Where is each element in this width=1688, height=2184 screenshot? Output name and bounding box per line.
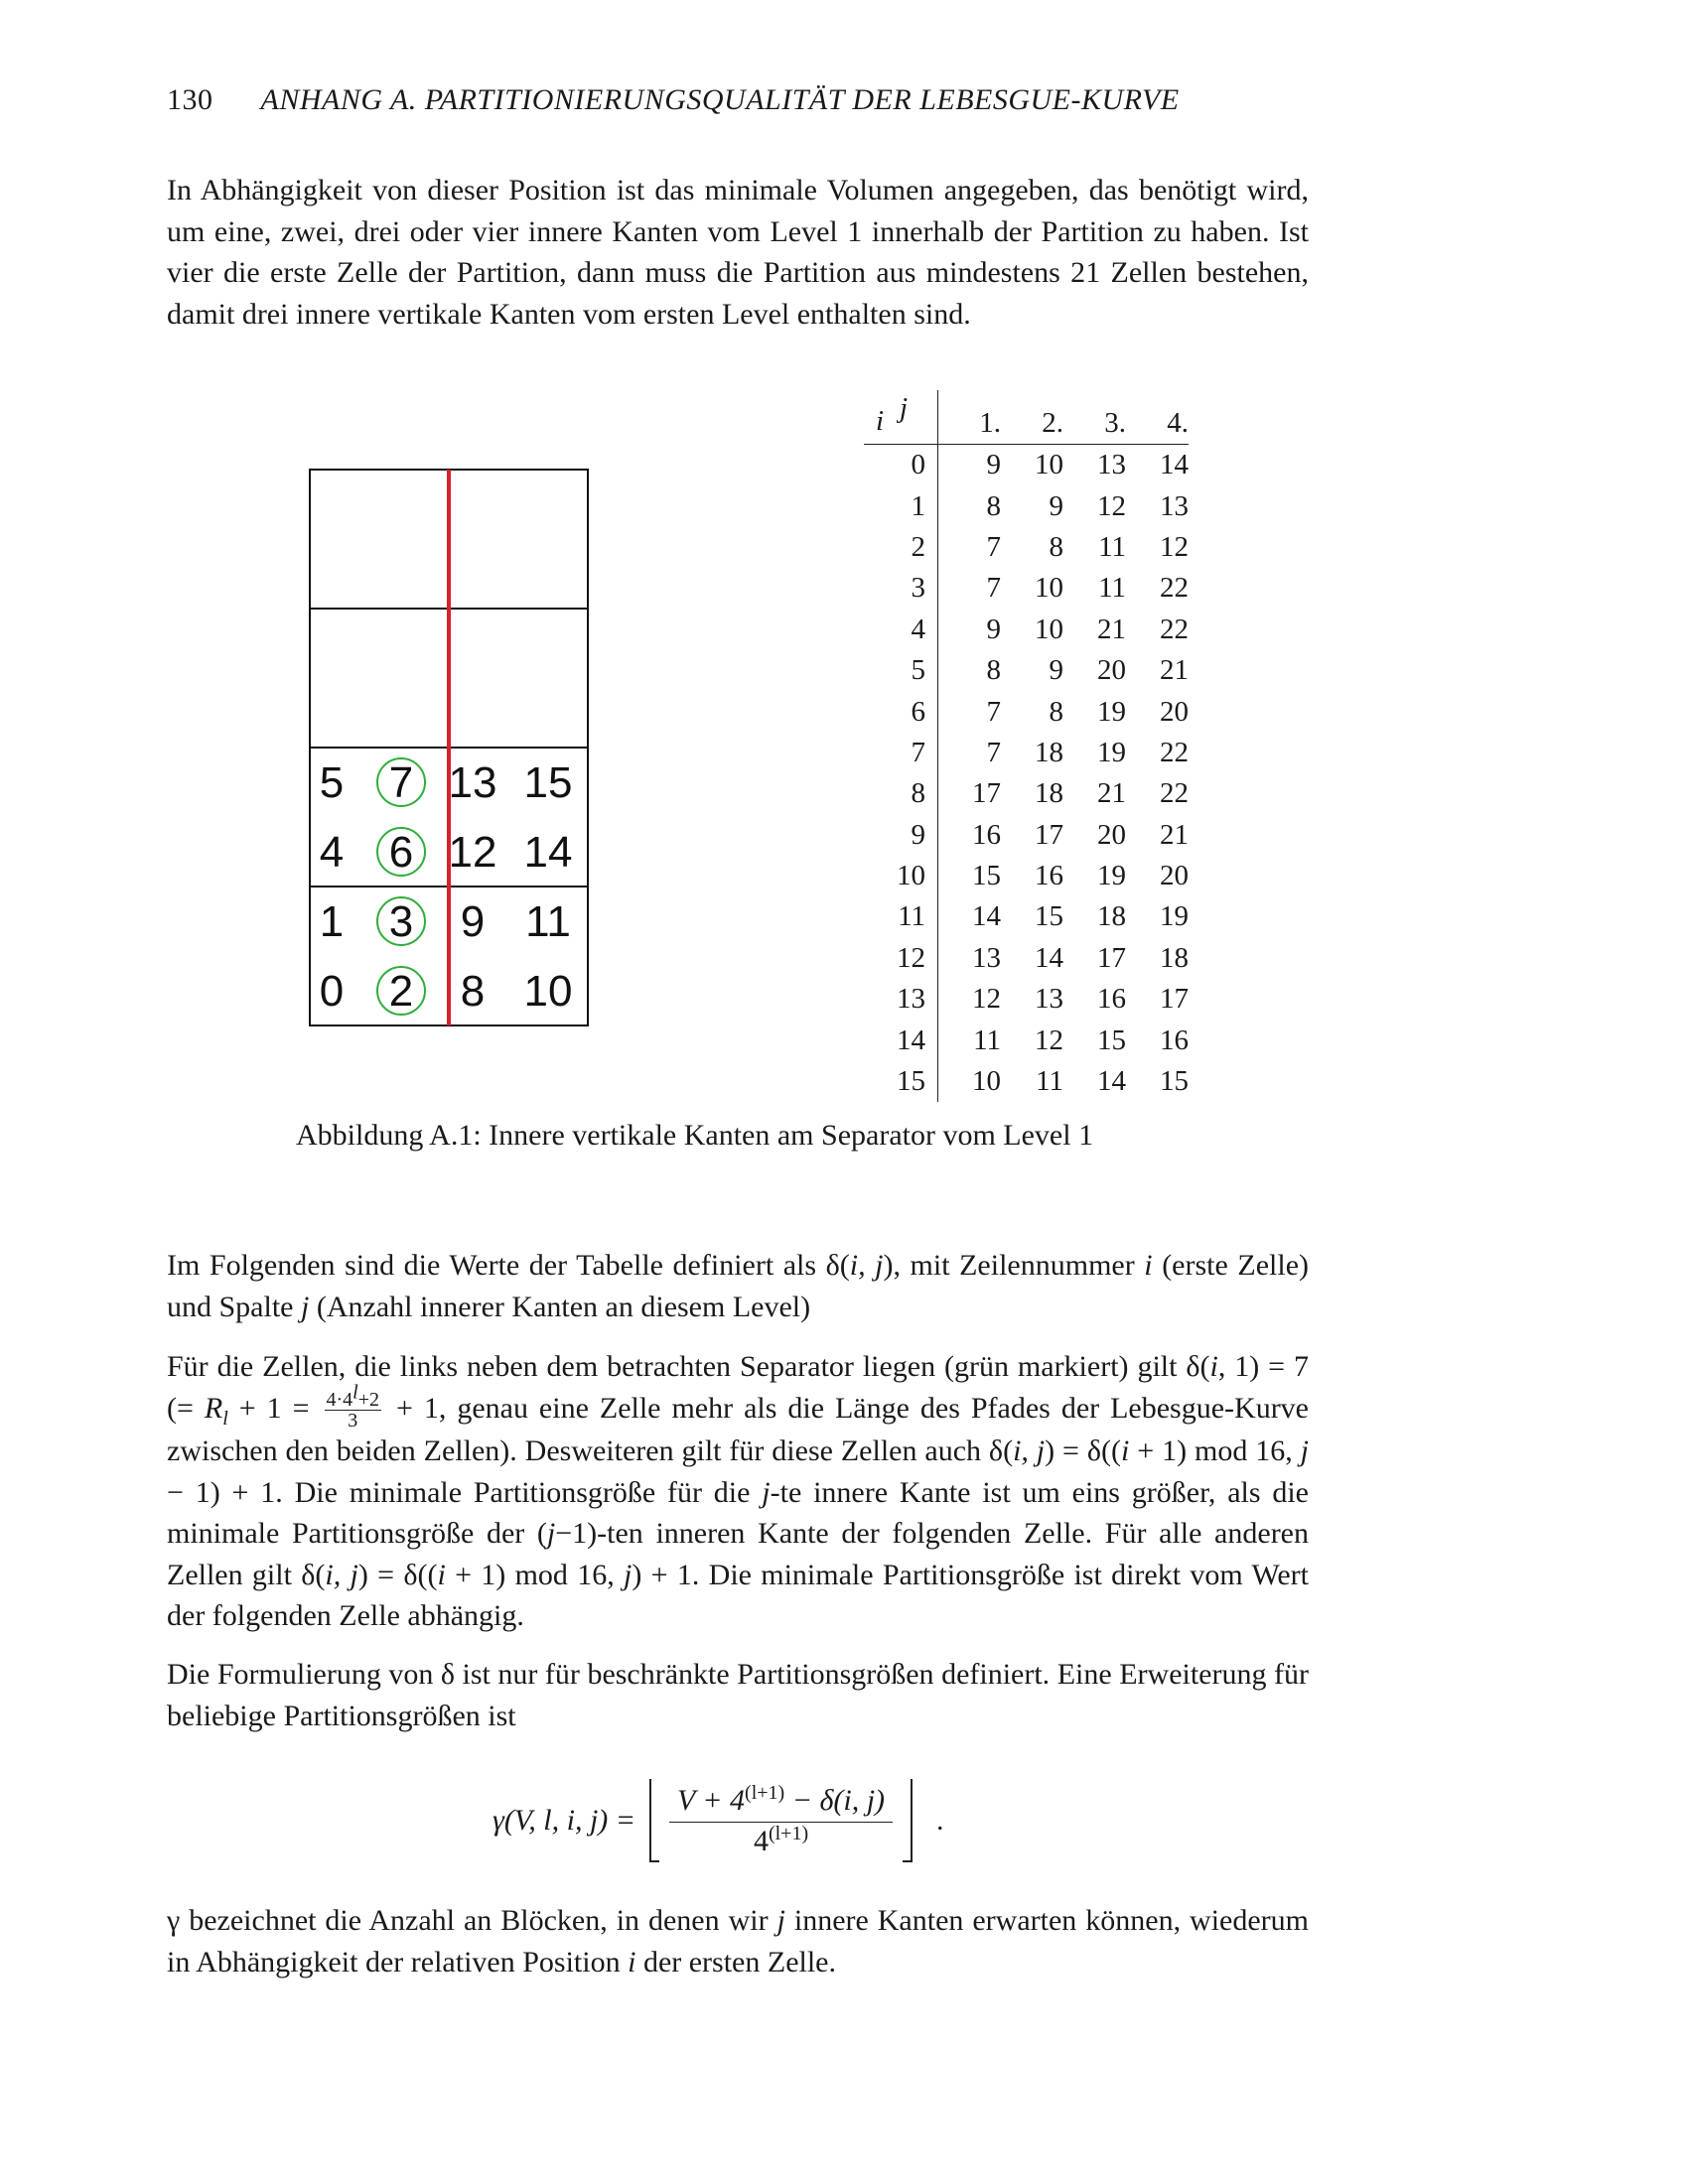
grid-cell-number: 8 bbox=[460, 967, 486, 1016]
grid-cell-number: 5 bbox=[319, 758, 345, 807]
table-cell: 7 bbox=[986, 530, 1001, 563]
table-cell: 13 bbox=[1160, 489, 1189, 522]
table-cell: 15 bbox=[1097, 1024, 1126, 1056]
table-cell: 9 bbox=[986, 613, 1001, 645]
table-row bbox=[864, 527, 1189, 568]
table-cell: 13 bbox=[972, 941, 1001, 974]
table-row bbox=[864, 856, 1189, 896]
table-cell: 9 bbox=[986, 449, 1001, 481]
table-cell: 7 bbox=[986, 572, 1001, 605]
table-cell: 13 bbox=[1035, 983, 1063, 1016]
table-cell: 11 bbox=[1036, 1065, 1063, 1098]
min-partition-table bbox=[864, 390, 1189, 1102]
table-cell: 12 bbox=[1160, 530, 1189, 563]
table-row-header: 4 bbox=[864, 610, 938, 650]
table-cell: 12 bbox=[972, 983, 1001, 1016]
table-cell: 10 bbox=[1035, 572, 1063, 605]
table-cell: 22 bbox=[1160, 572, 1189, 605]
grid-cell-number: 3 bbox=[388, 897, 414, 946]
table-cell: 22 bbox=[1160, 613, 1189, 645]
table-row bbox=[864, 485, 1189, 526]
table-row-header: 14 bbox=[864, 1020, 938, 1060]
table-cell: 12 bbox=[1035, 1024, 1063, 1056]
table-cell: 8 bbox=[986, 654, 1001, 687]
table-cell: 17 bbox=[1160, 983, 1189, 1016]
table-cell: 19 bbox=[1097, 695, 1126, 728]
table-col-header: 2. bbox=[1001, 390, 1063, 445]
table-cell: 14 bbox=[972, 900, 1001, 933]
table-cell: 9 bbox=[1049, 654, 1063, 687]
table-row bbox=[864, 896, 1189, 937]
grid-cell-number: 9 bbox=[460, 897, 486, 946]
table-row-header: 12 bbox=[864, 938, 938, 979]
table-cell: 8 bbox=[1049, 695, 1063, 728]
table-cell: 14 bbox=[1160, 449, 1189, 481]
table-cell: 17 bbox=[1097, 941, 1126, 974]
grid-cell-number: 10 bbox=[523, 967, 573, 1016]
inline-fraction: $\frac{4\cdot 4^l+2}{3}$ bbox=[326, 1381, 380, 1433]
table-header-row bbox=[864, 390, 1189, 445]
table-row bbox=[864, 733, 1189, 773]
table-corner bbox=[864, 390, 938, 445]
table-col-header: 4. bbox=[1126, 390, 1189, 445]
table-cell: 19 bbox=[1097, 736, 1126, 768]
chapter-title: ANHANG A. PARTITIONIERUNGSQUALITÄT DER LEBESGUE-KURVE bbox=[260, 83, 1180, 116]
grid-cell-number: 1 bbox=[319, 897, 345, 946]
table-row-header: 6 bbox=[864, 691, 938, 732]
row-var-label: i bbox=[876, 405, 885, 437]
table-cell: 19 bbox=[1160, 900, 1189, 933]
grid-cell-number: 6 bbox=[388, 828, 414, 877]
intro-paragraph: In Abhängigkeit von dieser Position ist das minimale Volumen angegeben, das benötigt wird, um eine, zwei, drei oder vier innere Kanten vom Level 1 innerhalb der Partition zu haben. Ist vier die erste Zelle der Partition, dann muss die Partition aus mindestens 21 Zellen bestehen, damit drei innere vertikale Kanten vom ersten Level enthalten sind. bbox=[167, 174, 1309, 331]
table-cell: 21 bbox=[1097, 777, 1126, 810]
table-cell: 20 bbox=[1160, 695, 1189, 728]
table-cell: 21 bbox=[1160, 654, 1189, 687]
table-cell: 8 bbox=[986, 489, 1001, 522]
table-cell: 16 bbox=[1160, 1024, 1189, 1056]
table-cell: 15 bbox=[1160, 1065, 1189, 1098]
table-cell: 18 bbox=[1160, 941, 1189, 974]
table-cell: 11 bbox=[973, 1024, 1001, 1056]
table-cell: 9 bbox=[1049, 489, 1063, 522]
floor-right-bracket bbox=[903, 1779, 913, 1862]
table-row bbox=[864, 815, 1189, 856]
table-row-header: 11 bbox=[864, 896, 938, 937]
gamma-formula: γ(V, l, i, j) = $\frac{V + 4^{(l+1)} - \delta(i, j)}{4^{(l+1)}}$ . bbox=[492, 1775, 944, 1866]
table-cell: 8 bbox=[1049, 530, 1063, 563]
table-cell: 17 bbox=[972, 777, 1001, 810]
table-cell: 12 bbox=[1097, 489, 1126, 522]
formula-fraction: $\frac{V + 4^{(l+1)} - \delta(i, j)}{4^{(l+1)}}$ bbox=[669, 1784, 893, 1858]
table-cell: 14 bbox=[1035, 941, 1063, 974]
paragraph-recurrence: Für die Zellen, die links neben dem betrachten Separator liegen (grün markiert) gilt δ(i, 1) = 7 (= $R_l + 1$ = $\frac{4\cdot 4^l+2}{3}$ + 1, genau eine Zelle mehr als die Länge des Pfades der Lebesgue-Kurve zwischen den beiden Zellen). Desweiteren gilt für diese Zellen auch δ(i, j) = δ((i + 1) mod 16, j − 1) + 1. Die minimale Partitionsgröße für die j-te innere Kante ist um eins größer, als die minimale Partitionsgröße der (j−1)-ten inneren Kante der folgenden Zelle. Für alle anderen Zellen gilt δ(i, j) = δ((i + 1) mod 16, j) + 1. Die minimale Partitionsgröße ist direkt vom Wert der folgenden Zelle abhängig. bbox=[167, 1350, 1310, 1633]
floor-left-bracket bbox=[649, 1779, 659, 1862]
table-row bbox=[864, 773, 1189, 814]
table-cell: 20 bbox=[1097, 818, 1126, 851]
table-cell: 22 bbox=[1160, 736, 1189, 768]
formula-lhs: γ(V, l, i, j) = bbox=[492, 1804, 636, 1837]
table-cell: 15 bbox=[972, 860, 1001, 892]
paragraph-extension: Die Formulierung von δ ist nur für beschränkte Partitionsgrößen definiert. Eine Erweiterung für beliebige Partitionsgrößen ist bbox=[167, 1658, 1309, 1732]
table-cell: 20 bbox=[1097, 654, 1126, 687]
table-row-header: 8 bbox=[864, 773, 938, 814]
table-cell: 17 bbox=[1035, 818, 1063, 851]
table-row bbox=[864, 445, 1189, 486]
table-cell: 10 bbox=[972, 1065, 1001, 1098]
table-row-header: 9 bbox=[864, 815, 938, 856]
grid-cell-number: 13 bbox=[448, 758, 497, 807]
table-cell: 18 bbox=[1035, 736, 1063, 768]
table-row-header: 13 bbox=[864, 979, 938, 1020]
table-row bbox=[864, 979, 1189, 1020]
table-row-header: 1 bbox=[864, 485, 938, 526]
table-row-header: 10 bbox=[864, 856, 938, 896]
grid-cell-number: 14 bbox=[523, 828, 573, 877]
table-cell: 7 bbox=[986, 736, 1001, 768]
grid-cell-number: 7 bbox=[388, 758, 414, 807]
table-cell: 14 bbox=[1097, 1065, 1126, 1098]
grid-cell-number: 15 bbox=[523, 758, 573, 807]
floor-expression bbox=[649, 1779, 913, 1862]
grid-cell-number: 4 bbox=[319, 828, 345, 877]
grid-cell-number: 2 bbox=[388, 967, 414, 1016]
table-cell: 15 bbox=[1035, 900, 1063, 933]
table-cell: 10 bbox=[1035, 613, 1063, 645]
table-cell: 18 bbox=[1035, 777, 1063, 810]
table-cell: 16 bbox=[972, 818, 1001, 851]
table-row bbox=[864, 1061, 1189, 1102]
table-col-header: 3. bbox=[1063, 390, 1126, 445]
page-number: 130 bbox=[167, 83, 213, 116]
table-row-header: 2 bbox=[864, 527, 938, 568]
table-cell: 20 bbox=[1160, 860, 1189, 892]
paragraph-gamma-explanation: γ bezeichnet die Anzahl an Blöcken, in denen wir j innere Kanten erwarten können, wiederum in Abhängigkeit der relativen Position i der ersten Zelle. bbox=[167, 1904, 1309, 1979]
table-row bbox=[864, 691, 1189, 732]
table-row bbox=[864, 650, 1189, 691]
table-cell: 16 bbox=[1097, 983, 1126, 1016]
table-cell: 21 bbox=[1097, 613, 1126, 645]
grid-cell-number: 0 bbox=[319, 967, 345, 1016]
table-cell: 7 bbox=[986, 695, 1001, 728]
figure-caption: Abbildung A.1: Innere vertikale Kanten am Separator vom Level 1 bbox=[296, 1119, 1094, 1152]
table-cell: 11 bbox=[1098, 530, 1126, 563]
col-var-label: j bbox=[900, 392, 909, 424]
table-cell: 11 bbox=[1098, 572, 1126, 605]
table-row bbox=[864, 568, 1189, 609]
table-row-header: 0 bbox=[864, 445, 938, 486]
paragraph-definition: Im Folgenden sind die Werte der Tabelle definiert als δ(i, j), mit Zeilennummer i (erste Zelle) und Spalte j (Anzahl innerer Kanten an diesem Level) bbox=[167, 1249, 1309, 1323]
running-head bbox=[167, 83, 1309, 117]
table-cell: 18 bbox=[1097, 900, 1126, 933]
table-cell: 19 bbox=[1097, 860, 1126, 892]
partition-grid-figure bbox=[298, 462, 596, 1037]
table-row bbox=[864, 1020, 1189, 1060]
table-col-header: 1. bbox=[938, 390, 1002, 445]
table-row-header: 7 bbox=[864, 733, 938, 773]
grid-cell-number: 11 bbox=[525, 897, 571, 946]
table-row-header: 15 bbox=[864, 1061, 938, 1102]
table-cell: 16 bbox=[1035, 860, 1063, 892]
table-cell: 10 bbox=[1035, 449, 1063, 481]
table-row bbox=[864, 610, 1189, 650]
grid-cell-number: 12 bbox=[448, 828, 497, 877]
table-row bbox=[864, 938, 1189, 979]
table-cell: 13 bbox=[1097, 449, 1126, 481]
table-row-header: 3 bbox=[864, 568, 938, 609]
table-cell: 21 bbox=[1160, 818, 1189, 851]
table-cell: 22 bbox=[1160, 777, 1189, 810]
table-row-header: 5 bbox=[864, 650, 938, 691]
